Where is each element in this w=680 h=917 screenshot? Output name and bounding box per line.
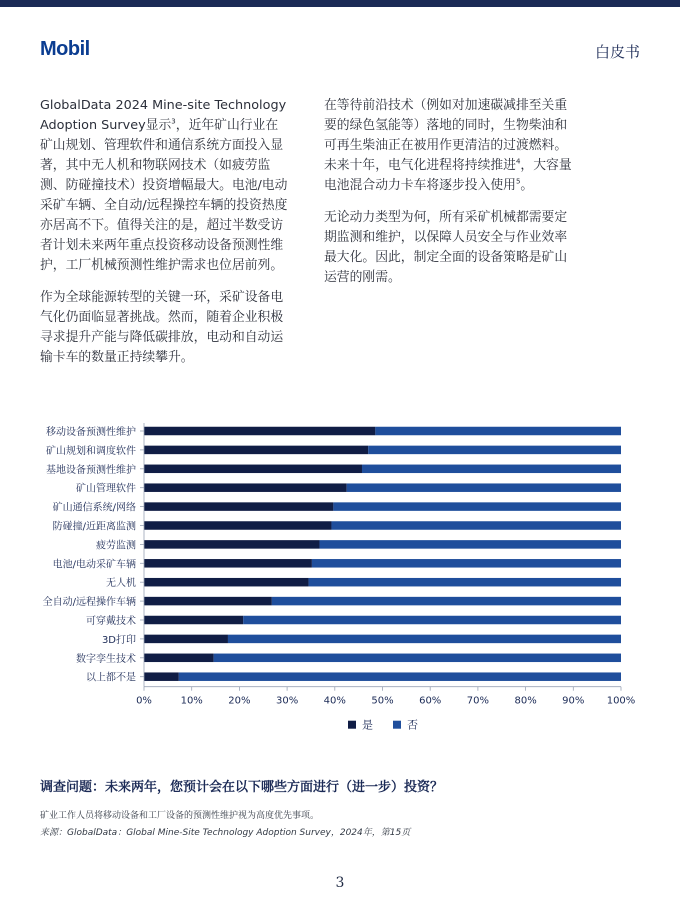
paragraph-text: 无论动力类型为何，所有采矿机械都需要定期监测和维护，以保障人员安全与作业效率最大化。因此，制定全面的设备策略是矿山运营的刚需。 — [324, 210, 568, 285]
category-label: 疲劳监测 — [96, 540, 136, 552]
x-tick-label: 100% — [606, 695, 636, 707]
x-tick-label: 10% — [180, 695, 203, 707]
bar-yes — [144, 635, 228, 644]
left-text-column — [40, 96, 288, 380]
legend-swatch-yes — [348, 721, 356, 729]
top-band — [0, 0, 680, 7]
x-tick-label: 20% — [228, 695, 251, 707]
bar-no — [309, 578, 621, 587]
footnote-ref: 4 — [515, 157, 521, 166]
bar-yes — [144, 465, 362, 474]
chart-source: 来源：GlobalData：Global Mine-Site Technology Adoption Survey，2024年，第15页 — [40, 828, 411, 838]
bar-no — [179, 672, 621, 681]
paragraph-text: GlobalData 2024 Mine-site Technology Adoption Survey显示 — [40, 98, 287, 133]
category-label: 以上都不是 — [86, 672, 136, 684]
category-label: 可穿戴技术 — [86, 616, 136, 627]
paragraph-text: 在等待前沿技术（例如对加速碳减排至关重要的绿色氢能等）落地的同时，生物柴油和可再生柴油正在被用作更清洁的过渡燃料。未来十年，电气化进程将持续推进 — [324, 98, 568, 173]
category-label: 防碰撞/近距离监测 — [52, 521, 136, 533]
bar-no — [214, 654, 621, 663]
paragraph-text: 作为全球能源转型的关键一环，采矿设备电气化仍面临显著挑战。然而，随着企业积极寻求提升产能与降低碳排放，电动和自动运输卡车的数量正持续攀升。 — [40, 290, 284, 365]
bar-yes — [144, 672, 179, 681]
bar-yes — [144, 616, 243, 625]
x-tick-label: 70% — [466, 695, 490, 707]
bar-yes — [144, 521, 331, 530]
legend-label-yes: 是 — [362, 718, 373, 732]
page-number: 3 — [335, 875, 345, 891]
bar-no — [368, 446, 621, 455]
bar-no — [362, 465, 621, 474]
footnote-ref: 3 — [171, 117, 176, 126]
bar-no — [312, 559, 621, 568]
bar-yes — [144, 446, 368, 455]
category-label: 移动设备预测性维护 — [46, 427, 136, 438]
x-tick-label: 80% — [514, 695, 537, 707]
x-tick-label: 30% — [275, 695, 299, 707]
bar-no — [333, 502, 621, 511]
category-label: 无人机 — [106, 578, 136, 590]
bar-no — [375, 427, 621, 436]
bar-yes — [144, 578, 309, 587]
category-label: 矿山管理软件 — [76, 483, 136, 495]
bar-yes — [144, 483, 347, 492]
x-tick-label: 90% — [562, 695, 585, 707]
bar-no — [331, 521, 621, 530]
footnote-ref: 5 — [515, 177, 521, 186]
category-label: 电池/电动采矿车辆 — [52, 559, 136, 571]
paragraph-transition-fuels — [324, 96, 576, 196]
paragraph-electrification — [40, 288, 288, 368]
bar-yes — [144, 654, 214, 663]
bar-yes — [144, 540, 320, 549]
category-label: 3D打印 — [101, 634, 136, 646]
bar-no — [228, 635, 621, 644]
category-label: 矿山通信系统/网络 — [52, 502, 136, 514]
bar-yes — [144, 597, 272, 606]
x-tick-label: 60% — [419, 695, 442, 707]
category-label: 数字孪生技术 — [76, 653, 136, 665]
category-label: 全自动/远程操作车辆 — [42, 597, 136, 609]
bar-no — [347, 483, 621, 492]
x-tick-label: 50% — [371, 695, 394, 707]
category-label: 基地设备预测性维护 — [46, 464, 136, 476]
paragraph-maintenance-strategy — [324, 208, 576, 288]
bar-yes — [144, 427, 375, 436]
paragraph-text: ，近年矿山行业在矿山规划、管理软件和通信系统方面投入显著，其中无人机和物联网技术（如疲劳监测、防碰撞技术）投资增幅最大。电池/电动采矿车辆、全自动/远程操控车辆的投资热度亦居高不下。值得关注的是，超过半数受访者计划未来两年重点投资移动设备预测性维护，工厂机械预测性维护需求也位居前列。 — [40, 118, 288, 273]
x-tick-label: 0% — [136, 695, 152, 707]
right-text-column — [324, 96, 576, 300]
bar-no — [243, 616, 621, 625]
legend-swatch-no — [393, 721, 401, 729]
bar-no — [272, 597, 621, 606]
paragraph-text: 。 — [520, 178, 534, 193]
x-tick-label: 40% — [323, 695, 346, 707]
mobil-logo: Mobil — [40, 38, 90, 60]
investment-stacked-bar-chart — [0, 415, 680, 755]
category-label: 矿山规划和调度软件 — [46, 445, 136, 457]
chart-note: 矿业工作人员将移动设备和工厂设备的预测性维护视为高度优先事项。 — [40, 811, 320, 821]
paragraph-text: ，大容量电池混合动力卡车将逐步投入使用 — [324, 158, 572, 193]
legend-label-no: 否 — [407, 718, 418, 732]
bar-yes — [144, 502, 333, 511]
bar-yes — [144, 559, 312, 568]
bar-no — [320, 540, 621, 549]
document-type-label: 白皮书 — [594, 43, 640, 61]
paragraph-survey-results — [40, 96, 288, 276]
survey-question: 调查问题：未来两年，您预计会在以下哪些方面进行（进一步）投资？ — [40, 780, 444, 795]
